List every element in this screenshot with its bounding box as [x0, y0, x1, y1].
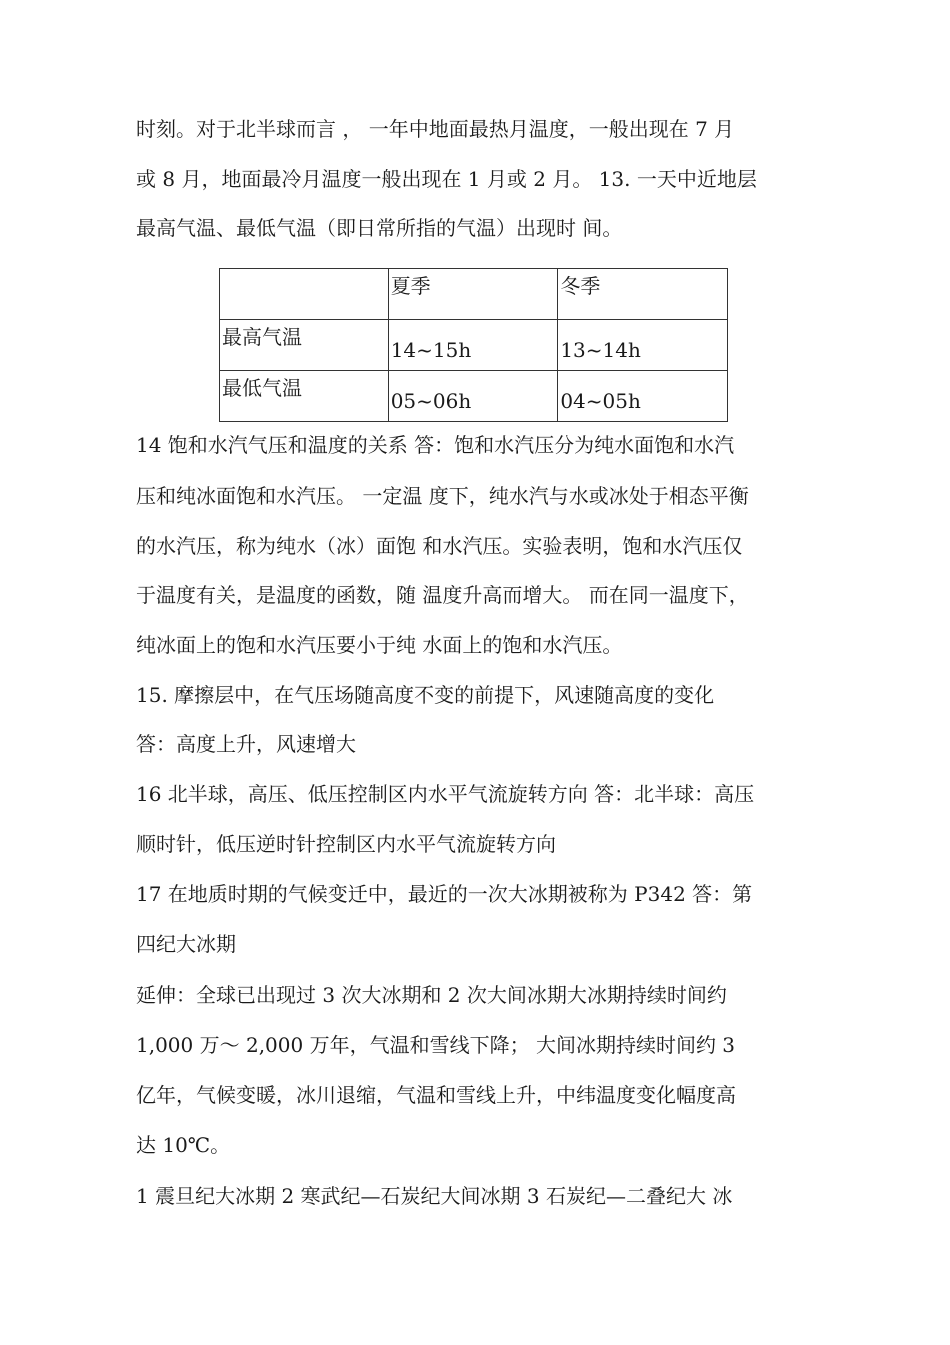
table-cell: 04~05h	[558, 371, 728, 422]
table-cell: 13~14h	[558, 320, 728, 371]
table-header-row	[220, 269, 728, 320]
text-line: 15. 摩擦层中，在气压场随高度不变的前提下，风速随高度的变化	[136, 683, 715, 707]
text-line: 答：高度上升，风速增大	[136, 732, 356, 756]
text-line: 达 10℃。	[136, 1133, 231, 1157]
text-line: 延伸：全球已出现过 3 次大冰期和 2 次大间冰期大冰期持续时间约	[136, 983, 727, 1007]
table-row	[220, 320, 728, 371]
table-cell: 05~06h	[388, 371, 558, 422]
table-header-cell: 夏季	[388, 269, 558, 320]
text-line: 17 在地质时期的气候变迁中，最近的一次大冰期被称为 P342 答：第	[136, 882, 753, 906]
text-line: 16 北半球，高压、低压控制区内水平气流旋转方向 答：北半球：高压	[136, 782, 755, 806]
text-line: 或 8 月，地面最冷月温度一般出现在 1 月或 2 月。 13. 一天中近地层	[136, 167, 757, 191]
text-line: 四纪大冰期	[136, 932, 236, 956]
table-row-label: 最高气温	[220, 320, 389, 371]
table-header-cell	[220, 269, 389, 320]
table-cell: 14~15h	[388, 320, 558, 371]
table-row-label: 最低气温	[220, 371, 389, 422]
text-line: 于温度有关，是温度的函数，随 温度升高而增大。 而在同一温度下，	[136, 583, 749, 607]
table-row	[220, 371, 728, 422]
table-header-cell: 冬季	[558, 269, 728, 320]
text-line: 最高气温、最低气温（即日常所指的气温）出现时 间。	[136, 216, 623, 240]
temperature-time-table	[219, 268, 728, 422]
text-line: 纯冰面上的饱和水汽压要小于纯 水面上的饱和水汽压。	[136, 633, 623, 657]
text-line: 亿年，气候变暖，冰川退缩，气温和雪线上升，中纬温度变化幅度高	[136, 1083, 736, 1107]
text-line: 14 饱和水汽气压和温度的关系 答：饱和水汽压分为纯水面饱和水汽	[136, 433, 735, 457]
text-line: 1 震旦纪大冰期 2 寒武纪—石炭纪大间冰期 3 石炭纪—二叠纪大 冰	[136, 1184, 733, 1208]
text-line: 的水汽压，称为纯水（冰）面饱 和水汽压。实验表明，饱和水汽压仅	[136, 534, 743, 558]
text-line: 1,000 万～ 2,000 万年，气温和雪线下降； 大间冰期持续时间约 3	[136, 1033, 736, 1057]
text-line: 压和纯冰面饱和水汽压。 一定温 度下，纯水汽与水或冰处于相态平衡	[136, 484, 749, 508]
text-line: 时刻。对于北半球而言 ， 一年中地面最热月温度，一般出现在 7 月	[136, 117, 735, 141]
text-line: 顺时针，低压逆时针控制区内水平气流旋转方向	[136, 832, 556, 856]
